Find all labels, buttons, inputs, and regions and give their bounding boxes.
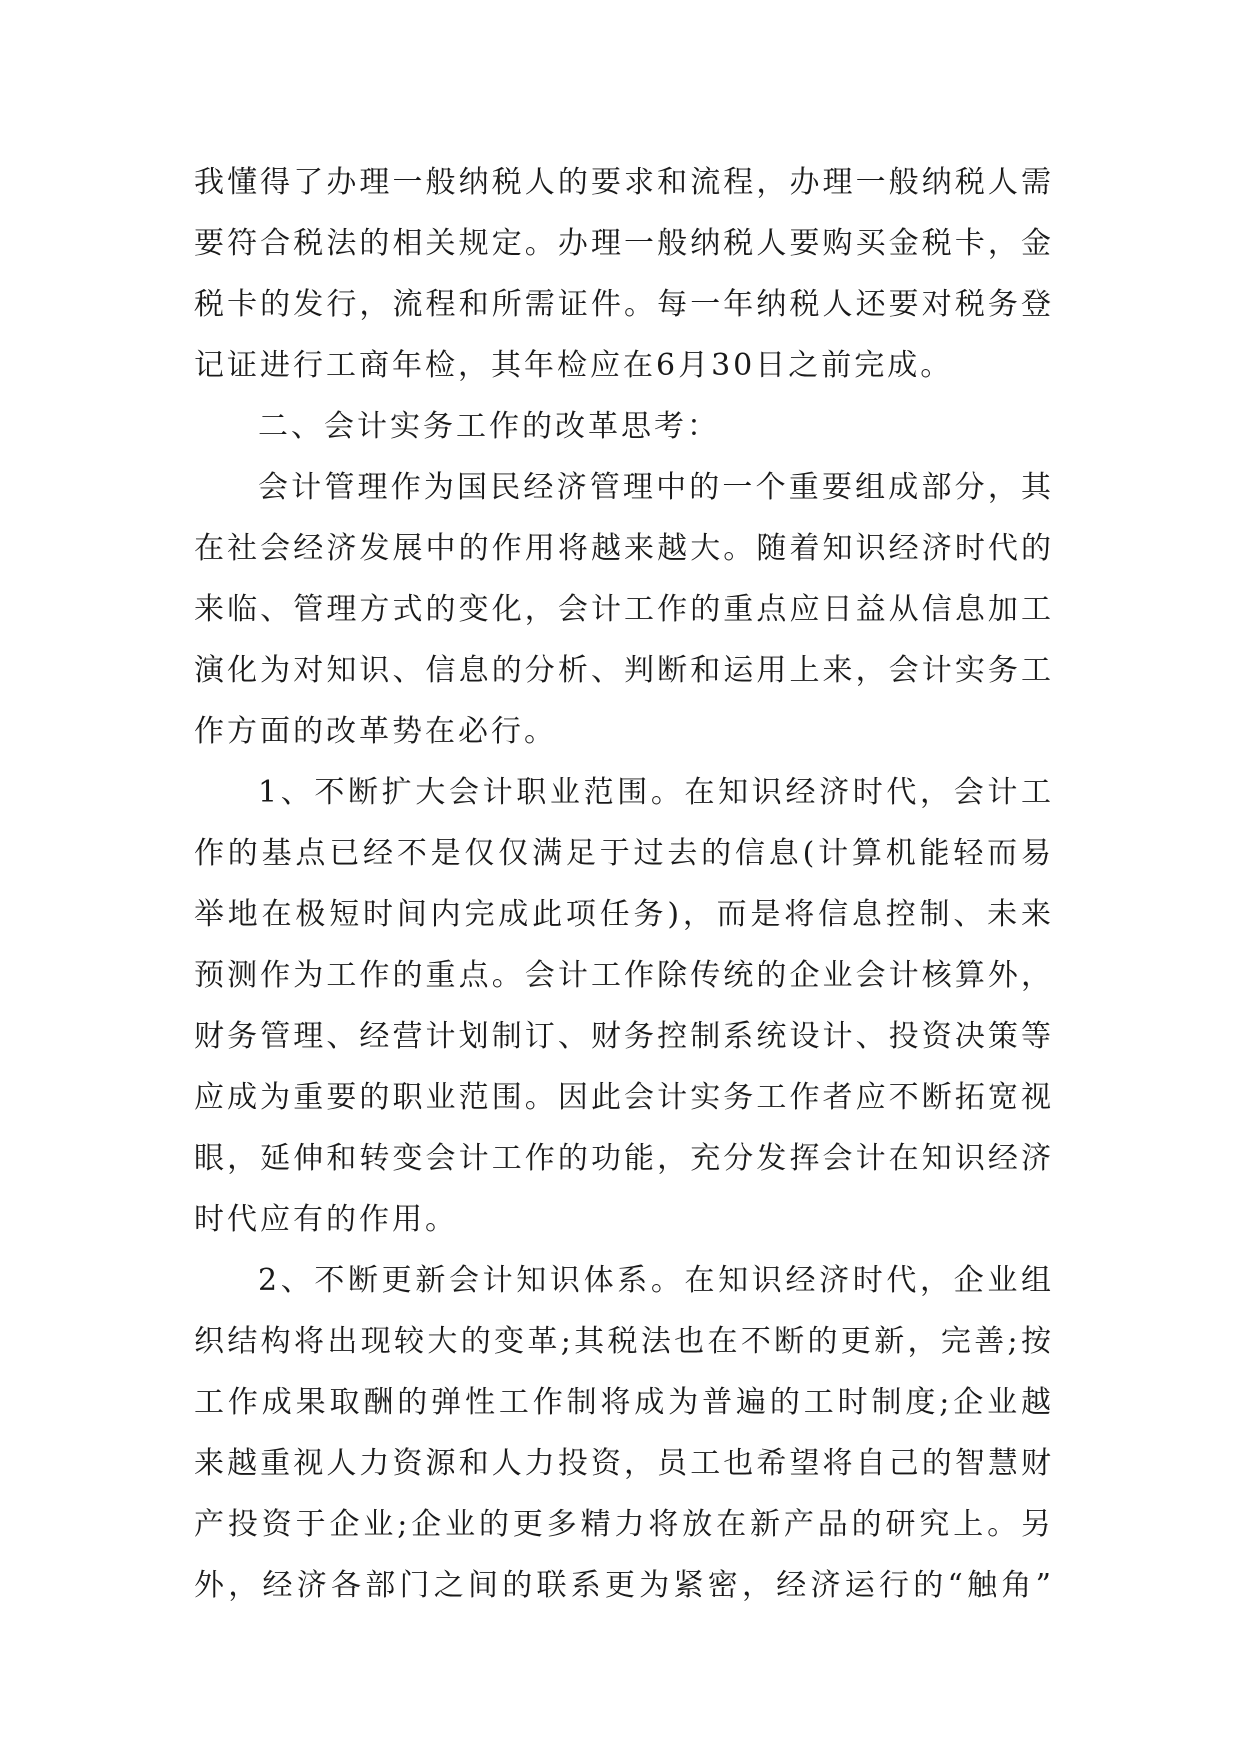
text-line: 我懂得了办理一般纳税人的要求和流程，办理一般纳税人需 (194, 165, 1054, 200)
text-line: 财务管理、经营计划制订、财务控制系统设计、投资决策等 (194, 1019, 1054, 1054)
text-line: 应成为重要的职业范围。因此会计实务工作者应不断拓宽视 (194, 1080, 1054, 1115)
text-line: 作方面的改革势在必行。 (194, 714, 557, 749)
text-line: 要符合税法的相关规定。办理一般纳税人要购买金税卡，金 (194, 226, 1054, 261)
text-line: 时代应有的作用。 (194, 1202, 458, 1237)
text-line: 外，经济各部门之间的联系更为紧密，经济运行的“触角” (194, 1568, 1054, 1603)
text-line: 2、不断更新会计知识体系。在知识经济时代，企业组 (258, 1263, 1054, 1298)
text-line: 预测作为工作的重点。会计工作除传统的企业会计核算外， (194, 958, 1054, 993)
text-line: 来临、管理方式的变化，会计工作的重点应日益从信息加工 (194, 592, 1054, 627)
text-line: 税卡的发行，流程和所需证件。每一年纳税人还要对税务登 (194, 287, 1054, 322)
document-body (194, 152, 1054, 1616)
text-line: 眼，延伸和转变会计工作的功能，充分发挥会计在知识经济 (194, 1141, 1054, 1176)
text-line: 工作成果取酬的弹性工作制将成为普遍的工时制度;企业越 (194, 1385, 1054, 1420)
text-line: 在社会经济发展中的作用将越来越大。随着知识经济时代的 (194, 531, 1054, 566)
text-line: 产投资于企业;企业的更多精力将放在新产品的研究上。另 (194, 1507, 1054, 1542)
text-line: 来越重视人力资源和人力投资，员工也希望将自己的智慧财 (194, 1446, 1054, 1481)
text-line: 演化为对知识、信息的分析、判断和运用上来，会计实务工 (194, 653, 1054, 688)
text-line: 作的基点已经不是仅仅满足于过去的信息(计算机能轻而易 (194, 836, 1054, 871)
text-line: 记证进行工商年检，其年检应在6月30日之前完成。 (194, 348, 954, 383)
text-line: 织结构将出现较大的变革;其税法也在不断的更新，完善;按 (194, 1324, 1054, 1359)
text-line: 举地在极短时间内完成此项任务)，而是将信息控制、未来 (194, 897, 1054, 932)
text-line: 会计管理作为国民经济管理中的一个重要组成部分，其 (258, 470, 1054, 505)
text-line: 1、不断扩大会计职业范围。在知识经济时代，会计工 (258, 775, 1054, 810)
section-heading: 二、会计实务工作的改革思考： (258, 409, 720, 444)
